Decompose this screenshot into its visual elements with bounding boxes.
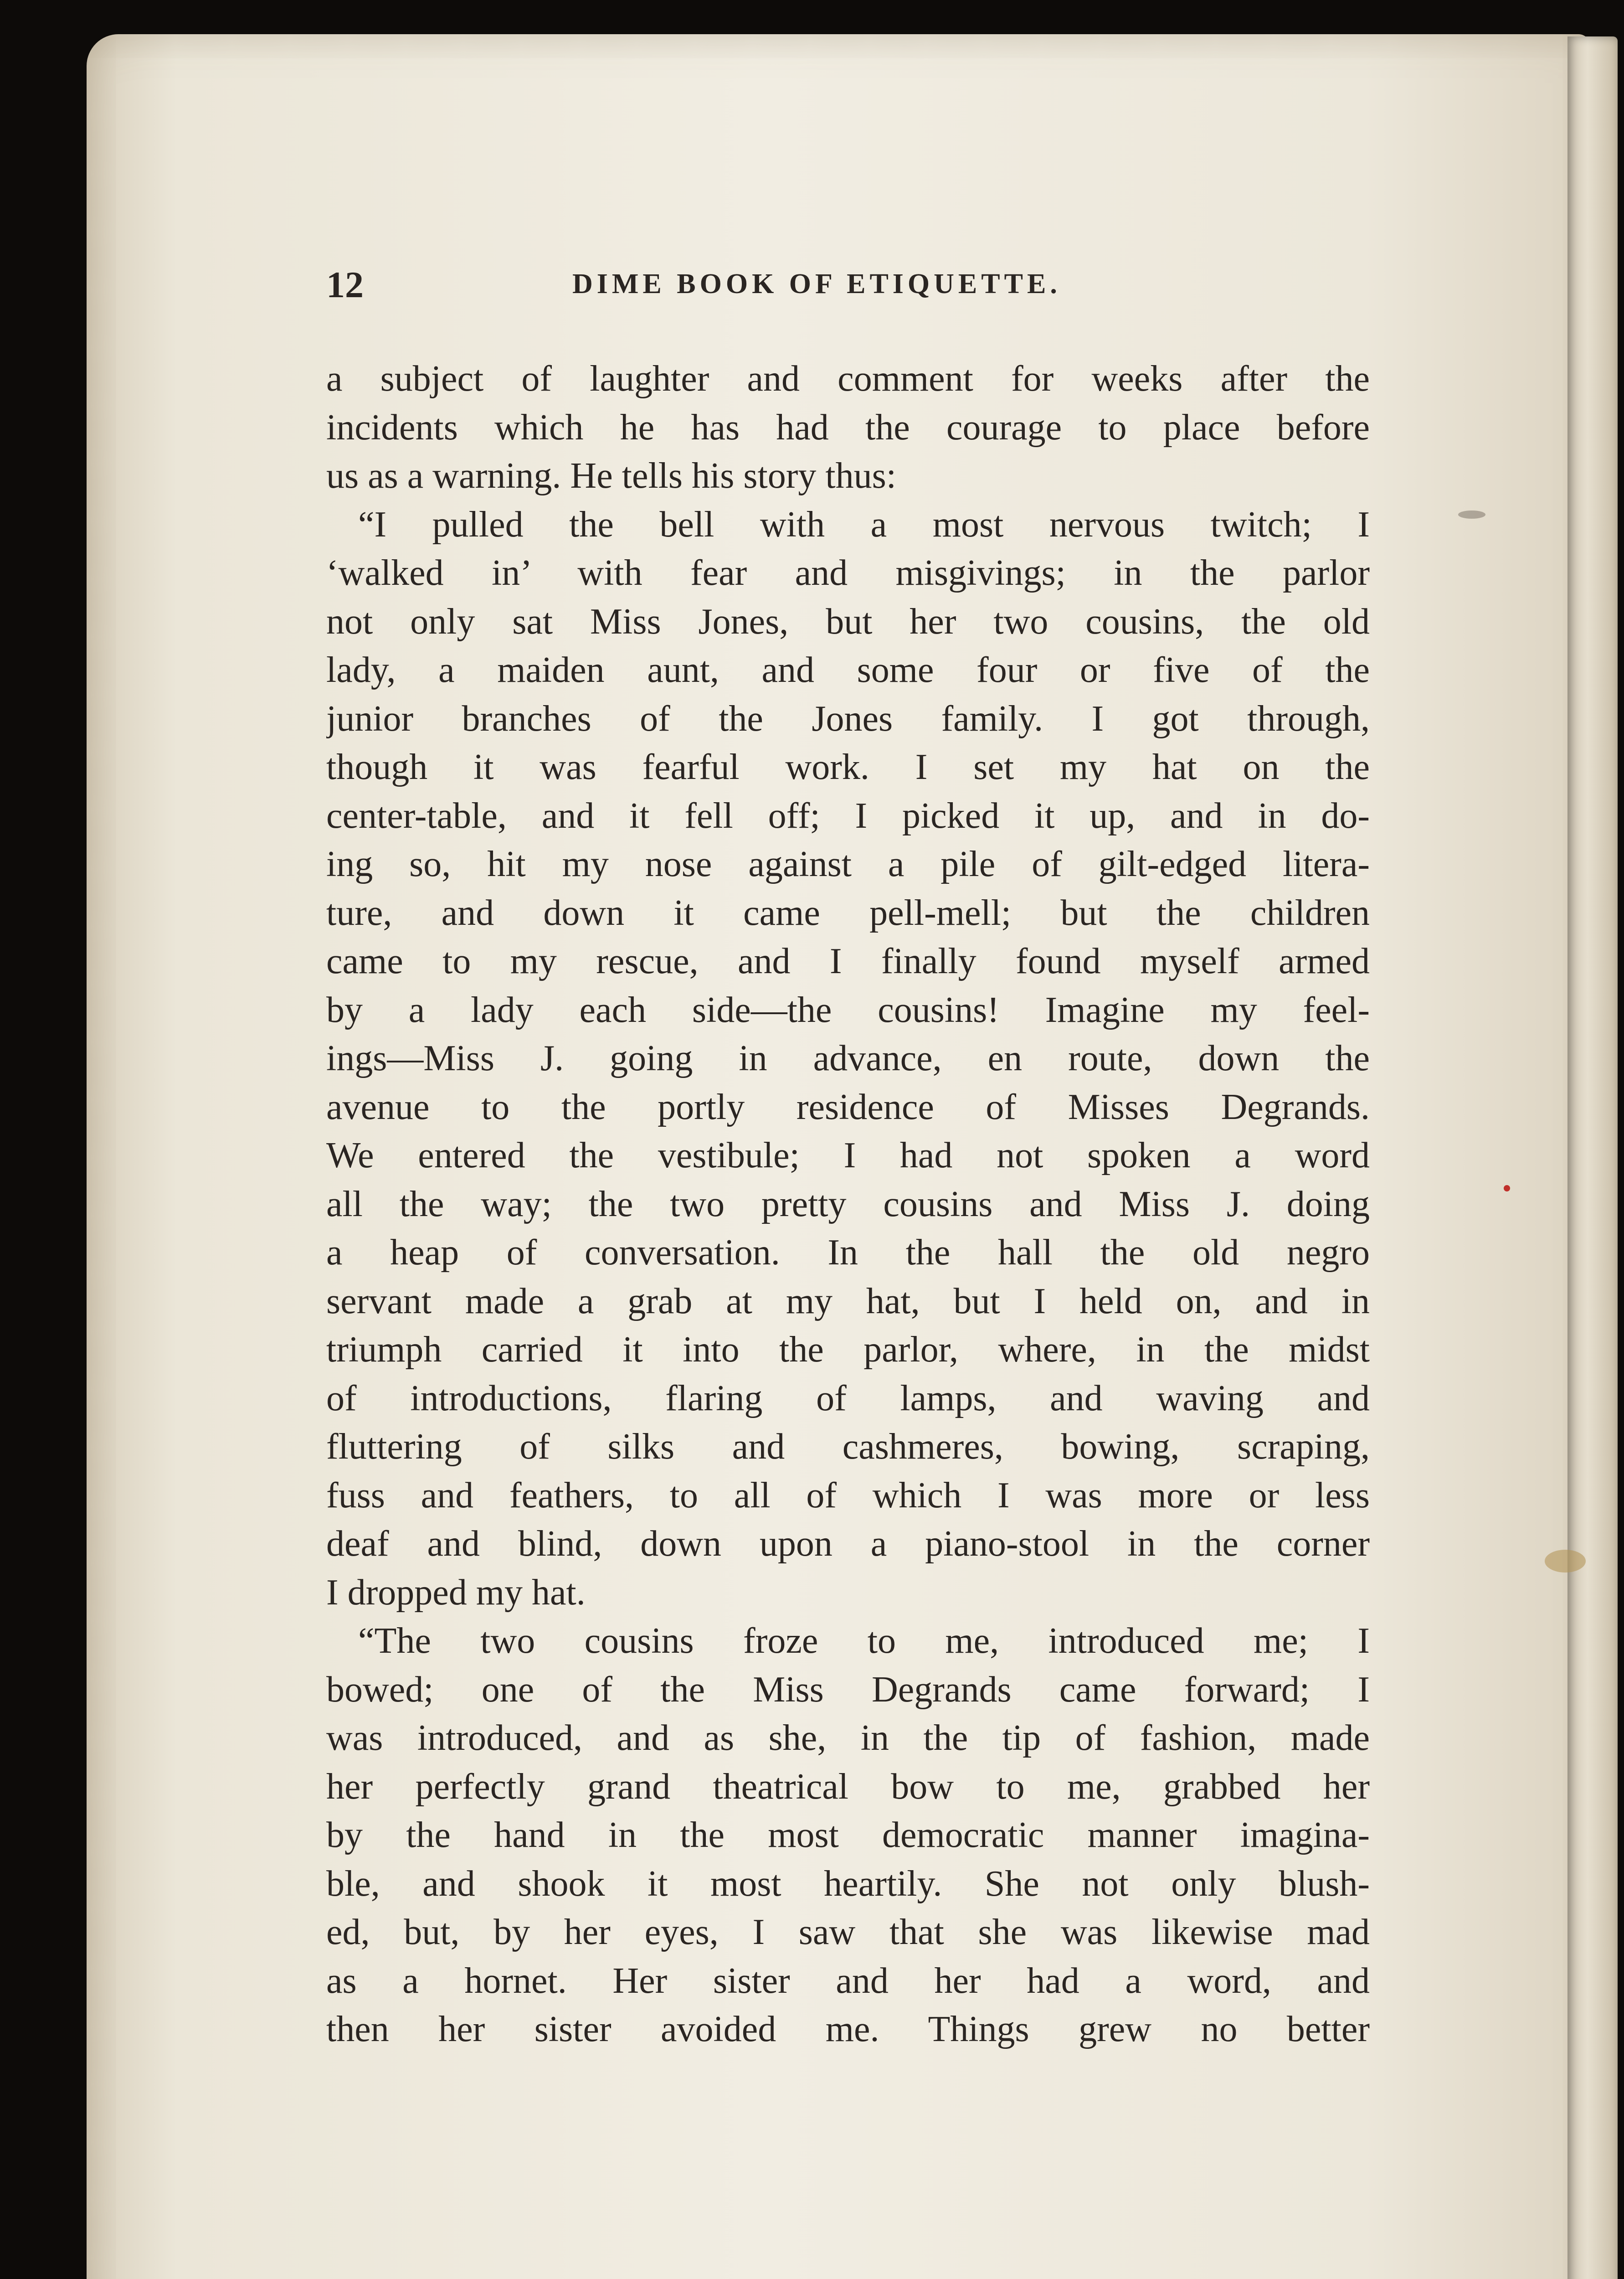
body-text: [326, 355, 1370, 2054]
text-line: bowed; one of the Miss Degrands came forward; I: [326, 1669, 1370, 1710]
page-edge: [1567, 36, 1618, 2279]
text-line: ture, and down it came pell-mell; but the children: [326, 892, 1370, 933]
text-line: her perfectly grand theatrical bow to me, grabbed her: [326, 1766, 1370, 1807]
text-line: fuss and feathers, to all of which I was more or less: [326, 1475, 1370, 1516]
page-number: 12: [326, 264, 364, 305]
text-line: by a lady each side—the cousins! Imagine my feel-: [326, 990, 1370, 1030]
text-line: a subject of laughter and comment for weeks after the: [326, 359, 1370, 399]
text-line: I dropped my hat.: [326, 1572, 586, 1613]
text-line: ed, but, by her eyes, I saw that she was likewise mad: [326, 1912, 1370, 1952]
text-line: then her sister avoided me. Things grew no better: [326, 2009, 1370, 2049]
text-line: incidents which he has had the courage to place before: [326, 407, 1370, 448]
text-line: was introduced, and as she, in the tip of fashion, made: [326, 1718, 1370, 1758]
text-line: deaf and blind, down upon a piano-stool in the corner: [326, 1524, 1370, 1564]
text-line: not only sat Miss Jones, but her two cousins, the old: [326, 601, 1370, 642]
text-line: a heap of conversation. In the hall the old negro: [326, 1232, 1370, 1273]
text-line: ings—Miss J. going in advance, en route, down the: [326, 1038, 1370, 1078]
text-line: fluttering of silks and cashmeres, bowing, scraping,: [326, 1427, 1370, 1467]
text-line: ‘walked in’ with fear and misgivings; in the parlor: [326, 553, 1370, 593]
text-line: as a hornet. Her sister and her had a word, and: [326, 1960, 1370, 2001]
text-line: us as a warning. He tells his story thus:: [326, 456, 896, 496]
text-line: though it was fearful work. I set my hat on the: [326, 747, 1370, 787]
text-line: “I pulled the bell with a most nervous twitch; I: [358, 504, 1370, 545]
page-header: [326, 263, 1370, 314]
paper-stain: [1545, 1550, 1586, 1573]
text-line: servant made a grab at my hat, but I held on, and in: [326, 1281, 1370, 1321]
paper-stain: [1458, 510, 1485, 519]
text-line: ing so, hit my nose against a pile of gilt-edged litera-: [326, 844, 1370, 884]
text-line: “The two cousins froze to me, introduced me; I: [358, 1621, 1370, 1661]
running-title: DIME BOOK OF ETIQUETTE.: [572, 268, 1061, 299]
text-line: junior branches of the Jones family. I got through,: [326, 698, 1370, 739]
text-line: came to my rescue, and I finally found myself armed: [326, 941, 1370, 981]
text-line: lady, a maiden aunt, and some four or five of the: [326, 650, 1370, 690]
text-line: by the hand in the most democratic manner imagina-: [326, 1815, 1370, 1855]
text-line: of introductions, flaring of lamps, and waving and: [326, 1378, 1370, 1418]
text-line: avenue to the portly residence of Misses Degrands.: [326, 1087, 1370, 1127]
paper-speck: [1504, 1185, 1510, 1191]
text-line: all the way; the two pretty cousins and Miss J. doing: [326, 1184, 1370, 1224]
text-line: center-table, and it fell off; I picked it up, and in do-: [326, 795, 1370, 836]
text-line: We entered the vestibule; I had not spoken a word: [326, 1135, 1370, 1176]
text-line: triumph carried it into the parlor, where, in the midst: [326, 1330, 1370, 1370]
text-line: ble, and shook it most heartily. She not only blush-: [326, 1863, 1370, 1904]
